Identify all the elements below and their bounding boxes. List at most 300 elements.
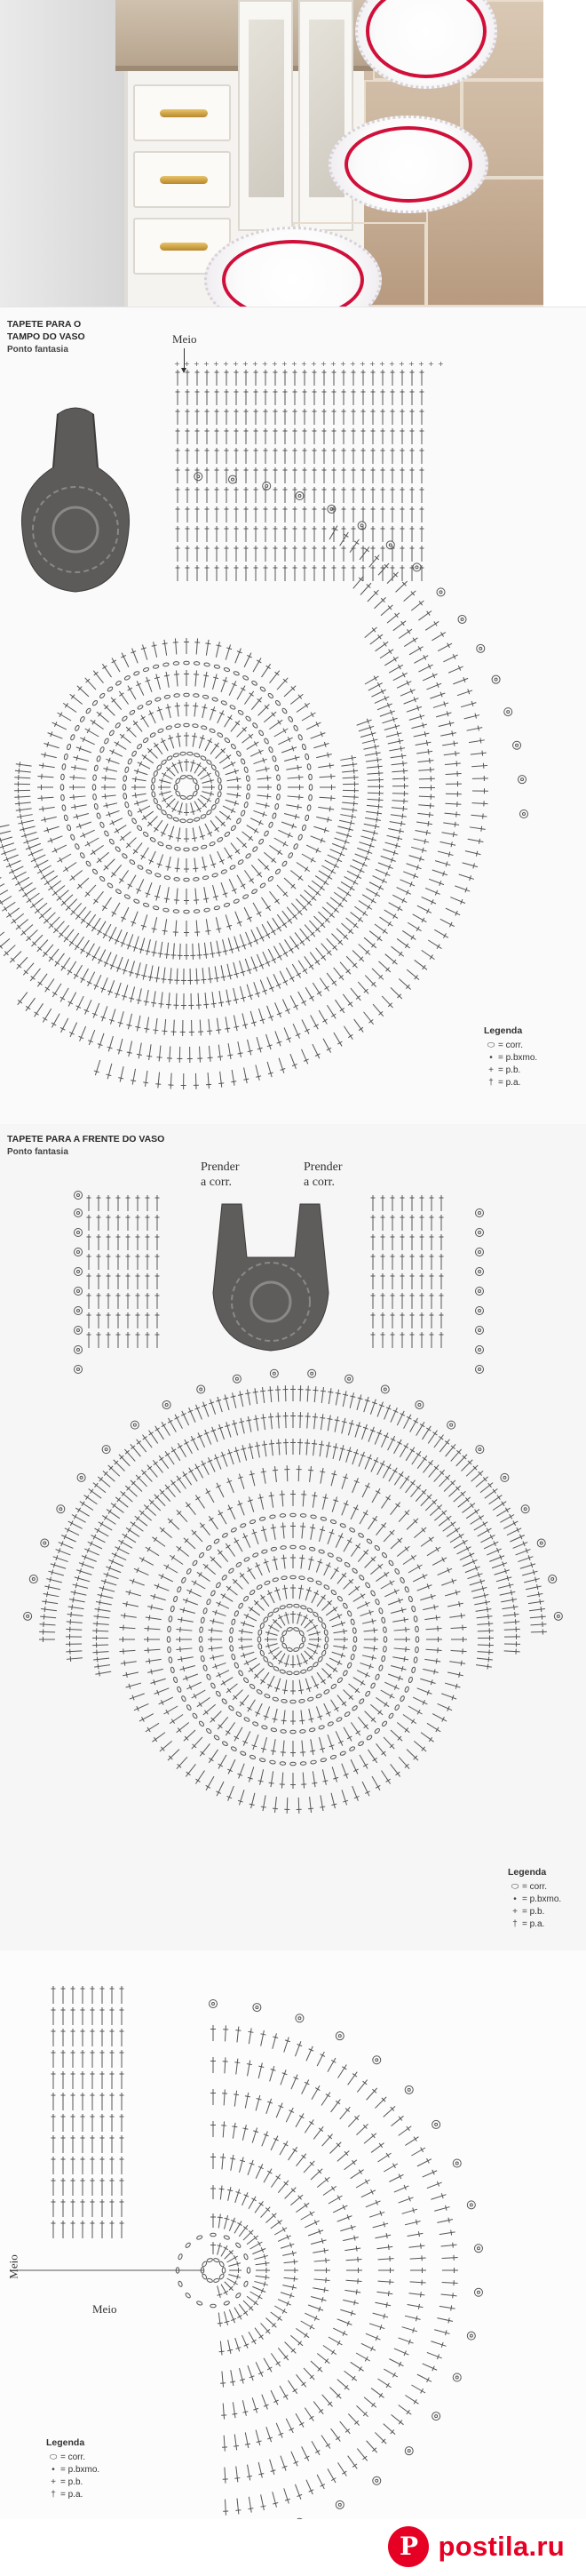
- chain-mark: [174, 785, 178, 790]
- chain-mark: [85, 707, 91, 714]
- stitch-mark: [531, 1624, 547, 1625]
- chain-mark: [288, 852, 294, 858]
- stitch-mark: +: [291, 360, 297, 368]
- stitch-mark: [227, 717, 232, 720]
- stitch-mark: [434, 621, 437, 626]
- stitch-mark: [210, 1557, 222, 1568]
- stitch-mark: [461, 1661, 462, 1666]
- chain-mark: [270, 1760, 276, 1765]
- stitch-mark: [351, 988, 360, 1001]
- stitch-mark: [271, 1492, 273, 1508]
- stitch-mark: [322, 1781, 328, 1782]
- chain-mark: [174, 877, 180, 881]
- stitch-mark: [228, 2263, 241, 2267]
- stitch-mark: [46, 881, 49, 885]
- stitch-mark: [226, 1684, 238, 1693]
- stitch-mark: [196, 638, 197, 654]
- stitch-mark: +: [340, 360, 346, 368]
- stitch-mark: [212, 1663, 226, 1667]
- stitch-mark: [454, 1491, 466, 1502]
- stitch-mark: [277, 678, 288, 690]
- stitch-mark: [324, 1703, 330, 1716]
- chain-mark: [115, 846, 121, 852]
- stitch-mark: [333, 1607, 337, 1611]
- stitch-mark: [367, 773, 383, 774]
- stitch-mark: [333, 1631, 347, 1633]
- stitch-mark: [235, 2189, 240, 2203]
- stitch-mark: [261, 2323, 271, 2333]
- stitch-mark: [313, 1771, 315, 1787]
- stitch-mark: [235, 2338, 240, 2351]
- stitch-mark: [302, 1049, 308, 1064]
- stitch-mark: [337, 2341, 340, 2345]
- stitch-mark: [88, 972, 95, 986]
- stitch-mark: [254, 810, 267, 815]
- chain-mark: [375, 1674, 380, 1680]
- stitch-mark: +: [194, 360, 200, 368]
- stitch-mark: [26, 1006, 30, 1009]
- stitch-mark: [249, 1607, 253, 1611]
- stitch-mark: [390, 822, 406, 825]
- stitch-mark: [368, 799, 384, 800]
- stitch-mark: [110, 818, 123, 825]
- stitch-mark: [282, 1588, 288, 1589]
- stitch-mark: [120, 734, 131, 743]
- stitch-mark: [14, 796, 30, 797]
- stitch-mark: [37, 974, 47, 986]
- picot-mark: [133, 1424, 136, 1426]
- chain-mark: [228, 1705, 234, 1711]
- chain-mark: [186, 795, 193, 800]
- stitch-mark: [331, 1804, 337, 1805]
- stitch-mark: [270, 1624, 273, 1629]
- legend: [508, 1867, 561, 1930]
- stitch-mark: [283, 729, 286, 733]
- stitch-mark: [304, 1616, 308, 1619]
- stitch-mark: [139, 1511, 152, 1521]
- stitch-mark: [402, 754, 403, 759]
- stitch-mark: [209, 1630, 223, 1631]
- stitch-mark: [507, 1528, 521, 1535]
- drawer: [133, 84, 231, 141]
- stitch-mark: [255, 1446, 260, 1447]
- stitch-mark: [175, 638, 176, 654]
- stitch-mark: [234, 1736, 239, 1739]
- stitch-mark: [18, 1000, 22, 1003]
- stitch-mark: [150, 1595, 165, 1599]
- stitch-mark: [322, 1600, 332, 1610]
- stitch-mark: [233, 2402, 235, 2418]
- chain-mark: [194, 693, 200, 697]
- stitch-mark: [253, 1735, 258, 1750]
- stitch-mark: [94, 1665, 110, 1667]
- stitch-mark: [364, 1397, 368, 1412]
- stitch-mark: [350, 1392, 353, 1408]
- stitch-mark: [284, 686, 296, 697]
- chain-mark: [221, 1698, 227, 1704]
- stitch-mark: [199, 943, 200, 959]
- chain-mark: [92, 785, 96, 790]
- chain-mark: [370, 1682, 376, 1688]
- stitch-mark: [104, 859, 115, 871]
- stitch-mark: [352, 2160, 355, 2165]
- stitch-mark: [259, 2203, 264, 2206]
- stitch-mark: [311, 857, 313, 862]
- chain-mark: [400, 1577, 405, 1583]
- stitch-mark: [116, 828, 119, 833]
- stitch-mark: [252, 2286, 265, 2292]
- stitch-mark: [492, 1563, 507, 1568]
- chain-mark: [404, 1687, 409, 1693]
- stitch-mark: [74, 1514, 76, 1519]
- chain-mark: [196, 2235, 202, 2240]
- chain-mark: [199, 1552, 205, 1559]
- chain-mark: [209, 841, 215, 847]
- picot-mark: [24, 1612, 32, 1620]
- stitch-mark: [43, 945, 53, 957]
- chain-mark: [275, 868, 281, 874]
- stitch-mark: [214, 977, 219, 978]
- stitch-mark: [195, 889, 197, 905]
- stitch-mark: [119, 1039, 123, 1054]
- stitch-mark: [339, 820, 355, 824]
- chain-mark: [213, 1735, 219, 1741]
- stitch-mark: [484, 1542, 498, 1549]
- stitch-mark: [249, 1496, 253, 1511]
- prender-text: a corr.: [201, 1176, 232, 1189]
- stitch-mark: [455, 751, 456, 756]
- stitch-mark: [103, 803, 117, 807]
- stitch-mark: [413, 638, 416, 642]
- stitch-mark: [305, 2333, 307, 2338]
- stitch-mark: [226, 800, 239, 804]
- chain-mark: [336, 1717, 342, 1722]
- stitch-mark: [342, 1790, 347, 1805]
- chain-mark: [243, 2253, 249, 2260]
- stitch-mark: [227, 975, 233, 976]
- legend-item: [484, 1051, 537, 1064]
- chain-mark: [199, 1720, 205, 1727]
- stitch-mark: [154, 1537, 157, 1542]
- stitch-mark: [119, 1650, 135, 1651]
- stitch-mark: [436, 713, 451, 717]
- stitch-mark: [256, 2362, 263, 2376]
- stitch-mark: [239, 1422, 244, 1423]
- stitch-mark: [215, 966, 218, 982]
- stitch-mark: [123, 985, 128, 1000]
- stitch-mark: [117, 957, 123, 972]
- stitch-mark: [388, 2245, 389, 2250]
- stitch-mark: [386, 2302, 387, 2308]
- stitch-mark: [376, 1743, 386, 1756]
- chain-mark: [215, 770, 220, 777]
- chain-mark: [164, 695, 170, 699]
- stitch-mark: [242, 2412, 248, 2413]
- stitch-mark: [153, 1460, 162, 1472]
- stitch-mark: [293, 1024, 299, 1038]
- chain-mark: [243, 1596, 249, 1602]
- stitch-mark: [329, 763, 330, 769]
- chain-mark: [274, 803, 279, 809]
- stitch-mark: [392, 946, 404, 956]
- meio-label: Meio: [172, 332, 197, 346]
- stitch-mark: [159, 780, 171, 784]
- stitch-mark: [203, 1004, 209, 1005]
- stitch-mark: [446, 1444, 456, 1456]
- stitch-mark: [261, 1417, 266, 1418]
- stitch-mark: [300, 1752, 305, 1753]
- stitch-mark: [478, 1645, 494, 1646]
- stitch-mark: [234, 2255, 236, 2260]
- stitch-mark: [52, 993, 57, 995]
- stitch-mark: [341, 923, 353, 934]
- stitch-mark: [126, 727, 136, 737]
- picot-mark: [479, 1212, 481, 1215]
- stitch-mark: [134, 800, 147, 804]
- chain-mark: [180, 795, 186, 800]
- stitch-mark: [186, 1503, 195, 1515]
- chain-mark: [259, 882, 265, 889]
- stitch-mark: [85, 1000, 91, 1014]
- stitch-mark: [262, 2395, 268, 2410]
- stitch-mark: [0, 932, 4, 942]
- stitch-mark: [306, 1440, 307, 1455]
- stitch-mark: [399, 978, 410, 989]
- stitch-mark: [282, 922, 287, 925]
- stitch-mark: [467, 728, 483, 731]
- chain-mark: [153, 665, 159, 669]
- chain-mark: [231, 1654, 235, 1660]
- chain-mark: [167, 1647, 170, 1653]
- picot-mark: [520, 810, 528, 818]
- stitch-mark: [373, 1004, 384, 1017]
- stitch-mark: [61, 895, 73, 905]
- stitch-mark: [226, 1545, 230, 1548]
- chain-mark: [236, 817, 242, 824]
- stitch-mark: [86, 953, 91, 955]
- stitch-mark: [348, 1034, 352, 1037]
- stitch-mark: [122, 907, 129, 921]
- stitch-mark: [238, 1041, 242, 1057]
- chain-mark: [175, 847, 181, 850]
- chain-mark: [166, 755, 172, 761]
- stitch-mark: [438, 851, 453, 855]
- stitch-mark: [451, 1650, 467, 1651]
- stitch-mark: [305, 1619, 313, 1628]
- stitch-mark: [192, 736, 197, 737]
- chain-mark: [249, 1683, 256, 1689]
- stitch-mark: [202, 780, 214, 784]
- chain-mark: [124, 802, 129, 808]
- stitch-mark: [289, 948, 293, 951]
- stitch-mark: [242, 2128, 248, 2129]
- chain-mark: [218, 2273, 225, 2279]
- chain-mark: [173, 1596, 178, 1602]
- stitch-mark: [17, 957, 28, 969]
- stitch-mark: [311, 733, 326, 739]
- chain-mark: [184, 661, 189, 665]
- stitch-mark: [423, 965, 426, 969]
- stitch-mark: [263, 1737, 267, 1752]
- chain-mark: [308, 774, 312, 780]
- stitch-mark: [358, 1550, 368, 1562]
- stitch-mark: [154, 744, 158, 747]
- chain-mark: [137, 825, 143, 831]
- stitch-mark: [391, 1730, 402, 1741]
- chain-mark: [230, 744, 236, 750]
- stitch-mark: [343, 994, 352, 1007]
- stitch-mark: [305, 703, 307, 707]
- stitch-mark: [313, 1390, 318, 1391]
- stitch-mark: [389, 748, 405, 751]
- stitch-mark: [267, 2171, 272, 2173]
- chain-mark: [177, 1586, 182, 1592]
- stitch-mark: [266, 2099, 272, 2114]
- stitch-mark: [439, 1436, 443, 1440]
- stitch-mark: [198, 1432, 205, 1447]
- stitch-mark: [87, 729, 90, 733]
- stitch-mark: [376, 817, 377, 823]
- chain-mark: [352, 1705, 358, 1711]
- stitch-mark: [352, 1478, 359, 1493]
- picot-mark: [162, 1400, 170, 1408]
- stitch-mark: [322, 1019, 327, 1022]
- stitch-mark: [282, 2309, 285, 2313]
- chain-mark: [378, 1665, 383, 1671]
- stitch-mark: [367, 905, 369, 909]
- stitch-mark: [445, 1441, 449, 1445]
- stitch-mark: [146, 1017, 149, 1033]
- stitch-mark: [418, 805, 434, 806]
- stitch-mark: [443, 823, 459, 825]
- stitch-mark: [475, 1510, 478, 1514]
- stitch-mark: [371, 898, 374, 903]
- chain-mark: [394, 1704, 400, 1711]
- chain-mark: [194, 817, 200, 821]
- picot-mark: [77, 1194, 80, 1197]
- stitch-mark: [359, 944, 370, 954]
- stitch-mark: [434, 1669, 435, 1674]
- stitch-mark: [228, 938, 233, 953]
- stitch-mark: [178, 1657, 194, 1660]
- stitch-mark: [44, 1607, 45, 1612]
- stitch-mark: [394, 1629, 410, 1631]
- stitch-mark: [53, 1557, 68, 1562]
- stitch-mark: +: [389, 360, 395, 368]
- stitch-mark: [208, 1073, 209, 1089]
- chain-mark: [221, 700, 227, 706]
- chain-mark: [178, 2253, 183, 2260]
- stitch-mark: [151, 1002, 156, 1003]
- stitch-mark: [121, 1491, 133, 1502]
- stitch-mark: [352, 808, 353, 813]
- stitch-mark: [334, 968, 344, 980]
- legend-item: [508, 1893, 561, 1905]
- stitch-mark: [104, 1574, 119, 1579]
- chain-mark: [259, 1650, 265, 1656]
- chain-mark: [164, 875, 170, 880]
- stitch-mark: [234, 2091, 236, 2107]
- stitch-mark: [180, 1627, 181, 1632]
- stitch-mark: [189, 1470, 194, 1472]
- stitch-mark: +: [203, 360, 210, 368]
- stitch-mark: [231, 843, 240, 855]
- chain-mark: [209, 728, 215, 733]
- stitch-mark: [332, 981, 337, 985]
- stitch-mark: [417, 1688, 432, 1695]
- stitch-mark: [361, 2343, 376, 2350]
- stitch-mark: [239, 1764, 245, 1779]
- stitch-mark: [132, 912, 139, 927]
- stitch-mark: [170, 826, 174, 840]
- stitch-mark: [473, 1594, 489, 1598]
- stitch-mark: [281, 1490, 282, 1506]
- stitch-mark: [299, 2116, 304, 2118]
- stitch-mark: [256, 2095, 260, 2110]
- stitch-mark: [451, 1449, 462, 1461]
- stitch-mark: [61, 966, 66, 969]
- stitch-mark: [112, 1553, 126, 1560]
- stitch-mark: [79, 1563, 94, 1568]
- stitch-mark: [417, 1585, 432, 1591]
- stitch-mark: [404, 1617, 405, 1623]
- stitch-mark: [436, 1547, 439, 1551]
- stitch-mark: [369, 554, 380, 567]
- stitch-mark: [332, 843, 347, 849]
- stitch-mark: [313, 826, 329, 831]
- stitch-mark: [105, 794, 106, 799]
- stitch-mark: [168, 1420, 172, 1423]
- stitch-mark: [213, 1619, 214, 1624]
- stitch-mark: [284, 814, 299, 818]
- stitch-mark: [226, 794, 241, 796]
- stitch-mark: [240, 1695, 249, 1707]
- stitch-mark: [270, 1650, 273, 1655]
- stitch-mark: [78, 1508, 81, 1512]
- stitch-mark: [200, 1020, 201, 1036]
- stitch-mark: [202, 704, 206, 718]
- stitch-mark: [257, 2294, 260, 2299]
- stitch-mark: [343, 2300, 359, 2303]
- stitch-mark: [19, 801, 20, 806]
- stitch-mark: [339, 1445, 344, 1460]
- stitch-mark: [290, 1054, 297, 1069]
- stitch-mark: [240, 2157, 244, 2172]
- chain-mark: [252, 1721, 258, 1727]
- stitch-mark: [119, 693, 123, 696]
- chain-mark: [298, 1630, 305, 1636]
- stitch-mark: [199, 735, 203, 748]
- stitch-mark: [509, 1583, 510, 1588]
- stitch-mark: [503, 1614, 519, 1615]
- stitch-mark: +: [418, 360, 424, 368]
- stitch-mark: [110, 750, 123, 756]
- chain-mark: [92, 700, 99, 706]
- chain-mark: [92, 868, 99, 874]
- stitch-mark: [243, 2230, 253, 2240]
- chain-mark: [264, 1580, 270, 1585]
- chain-mark: [261, 1725, 267, 1729]
- stitch-mark: [261, 1471, 266, 1472]
- stitch-mark: [516, 1550, 531, 1555]
- picot-mark: [311, 1372, 313, 1375]
- stitch-mark: [146, 1071, 147, 1087]
- picot-mark: [75, 1209, 83, 1217]
- stitch-mark: [256, 2263, 270, 2265]
- stitch-mark: [388, 740, 404, 744]
- stitch-mark: [283, 952, 288, 954]
- picot-mark: [476, 1229, 484, 1237]
